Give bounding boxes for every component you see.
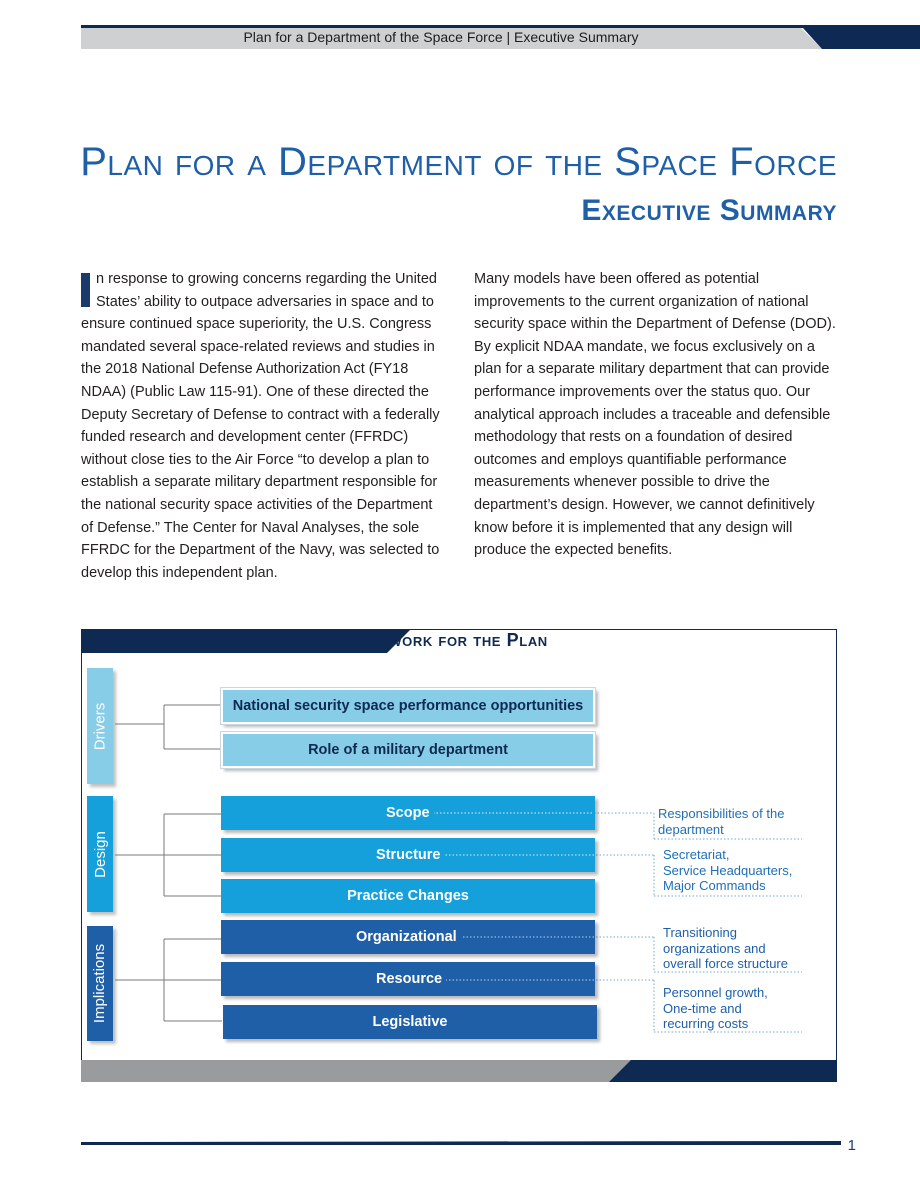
implication-box-resource-label: Resource — [376, 971, 446, 987]
note-organizational-line2: organizations and — [663, 940, 766, 956]
design-box-scope — [221, 796, 595, 830]
note-resource-line3: recurring costs — [663, 1016, 749, 1031]
group-label-implications-text: Implications — [91, 943, 109, 1024]
drop-cap — [81, 273, 90, 307]
implication-box-resource — [221, 962, 595, 996]
body-column-right — [474, 268, 839, 562]
note-organizational-line3: overall force structure — [663, 956, 788, 971]
note-resource-line1: Personnel growth, — [663, 985, 768, 1000]
design-box-structure — [221, 838, 595, 872]
note-scope — [658, 806, 784, 837]
group-label-design — [87, 796, 113, 912]
implication-box-organizational — [221, 920, 595, 954]
note-structure-line1: Secretariat, — [663, 847, 730, 862]
note-scope-line2: department — [658, 821, 724, 837]
page-subtitle: Executive Summary — [581, 194, 837, 227]
body-column-left — [81, 268, 446, 584]
design-box-scope-label: Scope — [386, 805, 434, 821]
group-label-drivers — [87, 668, 113, 784]
body-paragraph-left: n response to growing concerns regarding the United States’ ability to outpace adversaries in space and to ensure continued space superiority, the U.S. Congress mandated several space-related reviews and studies in the 2018 National Defense Authorization Act (FY18 NDAA) (Public Law 115-91). One of these directed the Deputy Secretary of Defense to contract with a federally funded research and development center (FFRDC) without close ties to the Air Force “to develop a plan to establish a separate military department responsible for the national security space activities of the Department of Defense.” The Center for Naval Analyses, the sole FFRDC for the Department of the Navy, was selected to develop this independent plan. — [81, 271, 440, 581]
body-paragraph-right: Many models have been offered as potential improvements to the current organization of national security space within the Department of Defense (DOD). By explicit NDAA mandate, we focus exclusively on a plan for a separate military department that can provide performance improvements over the status quo. Our analytical approach includes a traceable and defensible methodology that rests on a foundation of desired outcomes and employs quantifiable performance measurements whenever possible to drive the department’s design. However, we cannot definitively know before it is implemented that any design will produce the expected benefits. — [474, 271, 836, 559]
note-organizational — [663, 925, 788, 972]
footer-rule — [81, 1134, 841, 1140]
group-label-implications — [87, 926, 113, 1041]
group-label-drivers-text: Drivers — [91, 702, 109, 750]
page-number: 1 — [847, 1137, 856, 1154]
driver-box-military-department: Role of a military department — [221, 732, 595, 768]
note-structure — [663, 847, 792, 894]
running-header: Plan for a Department of the Space Force | Executive Summary — [243, 29, 639, 45]
note-resource-line2: One-time and — [663, 1000, 742, 1016]
framework-bottom-bar — [81, 1060, 837, 1082]
page-title: Plan for a Department of the Space Force — [80, 140, 837, 184]
design-box-practice-changes: Practice Changes — [221, 879, 595, 913]
note-scope-line1: Responsibilities of the — [658, 806, 785, 821]
group-label-design-text: Design — [91, 830, 109, 878]
design-box-structure-label: Structure — [376, 847, 444, 863]
note-structure-line3: Major Commands — [663, 878, 766, 893]
framework-title: Framework for the Plan — [337, 630, 548, 650]
note-organizational-line1: Transitioning — [663, 925, 737, 940]
note-resource — [663, 985, 768, 1032]
driver-box-performance: National security space performance opportunities — [221, 688, 595, 724]
note-structure-line2: Service Headquarters, — [663, 862, 793, 878]
implication-box-legislative: Legislative — [223, 1005, 597, 1039]
implication-box-organizational-label: Organizational — [356, 929, 461, 945]
